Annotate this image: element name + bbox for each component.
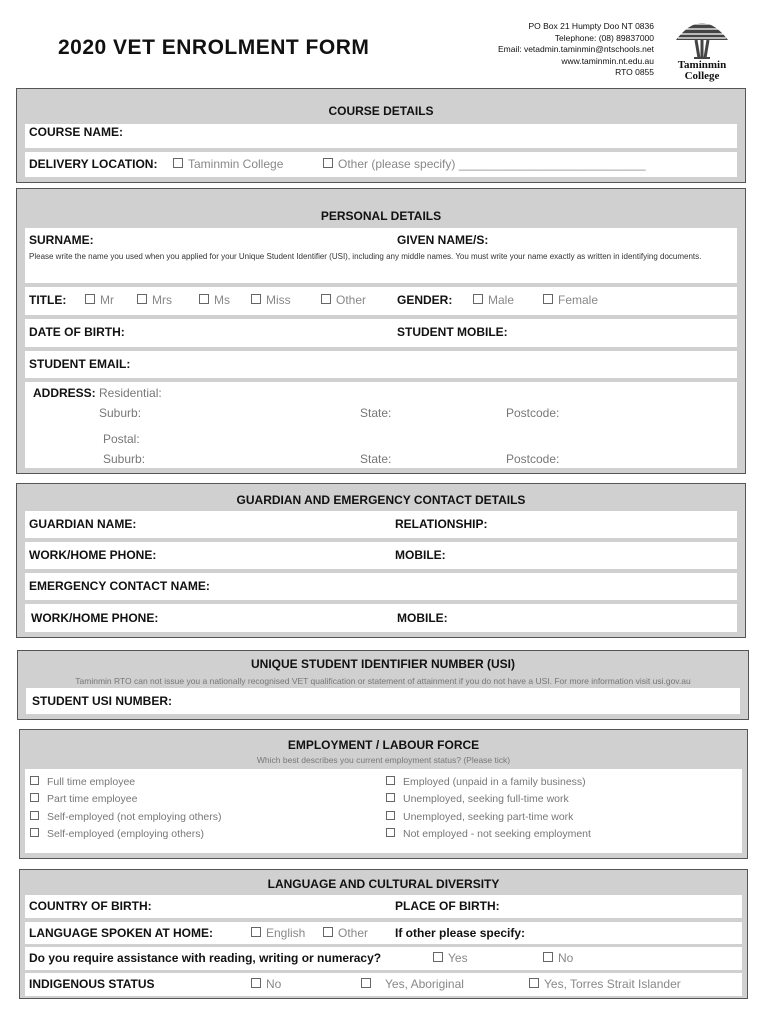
contact-website: www.taminmin.nt.edu.au — [561, 55, 654, 66]
logo-text-line-2: College — [684, 70, 720, 82]
employment-section — [19, 729, 748, 859]
employment-options — [25, 769, 742, 853]
indigenous-tsi-label: Yes, Torres Strait Islander — [544, 977, 681, 991]
name-instruction-note: Please write the name you used when you applied for your Unique Student Identifier (USI), including any middle names. You must write your name exactly as written in identifying documents. — [29, 252, 702, 261]
delivery-taminmin-label: Taminmin College — [188, 157, 284, 171]
student-email-label: STUDENT EMAIL: — [29, 357, 131, 371]
checkbox-icon[interactable] — [386, 793, 395, 802]
emp-seeking-full-time-option[interactable] — [386, 793, 569, 805]
guardian-name-row[interactable] — [25, 511, 737, 538]
checkbox-icon[interactable] — [137, 294, 147, 304]
country-of-birth-label: COUNTRY OF BIRTH: — [29, 899, 152, 913]
title-mrs-option[interactable] — [137, 293, 172, 307]
checkbox-icon[interactable] — [251, 978, 261, 988]
language-title: LANGUAGE AND CULTURAL DIVERSITY — [267, 877, 500, 891]
personal-details-title: PERSONAL DETAILS — [320, 209, 442, 223]
delivery-other-option[interactable] — [323, 157, 646, 171]
delivery-taminmin-option[interactable] — [173, 157, 283, 171]
title-ms-label: Ms — [214, 293, 230, 307]
title-mr-label: Mr — [100, 293, 114, 307]
checkbox-icon[interactable] — [386, 776, 395, 785]
checkbox-icon[interactable] — [386, 828, 395, 837]
title-other-option[interactable] — [321, 293, 366, 307]
emergency-mobile-label: MOBILE: — [397, 611, 448, 625]
guardian-phone-label: WORK/HOME PHONE: — [29, 548, 157, 562]
checkbox-icon[interactable] — [85, 294, 95, 304]
emp-seeking-part-time-label: Unemployed, seeking part-time work — [403, 811, 574, 823]
checkbox-icon[interactable] — [251, 294, 261, 304]
language-spoken-row — [25, 922, 742, 944]
checkbox-icon[interactable] — [30, 793, 39, 802]
college-logo-text — [662, 60, 742, 82]
usi-number-label: STUDENT USI NUMBER: — [32, 694, 172, 708]
emp-not-seeking-option[interactable] — [386, 828, 591, 840]
postal-postcode-label: Postcode: — [506, 452, 560, 466]
emp-full-time-label: Full time employee — [47, 776, 136, 788]
dob-mobile-row[interactable] — [25, 319, 737, 347]
title-mr-option[interactable] — [85, 293, 114, 307]
title-gender-row — [25, 287, 737, 315]
birth-row[interactable] — [25, 895, 742, 918]
checkbox-icon[interactable] — [323, 158, 333, 168]
assist-no-label: No — [558, 951, 574, 965]
checkbox-icon[interactable] — [30, 828, 39, 837]
place-of-birth-label: PLACE OF BIRTH: — [395, 899, 500, 913]
language-spoken-label: LANGUAGE SPOKEN AT HOME: — [29, 926, 214, 940]
emp-full-time-option[interactable] — [30, 776, 135, 788]
emp-not-seeking-label: Not employed - not seeking employment — [403, 828, 591, 840]
guardian-section — [16, 483, 746, 638]
emp-self-not-employing-label: Self-employed (not employing others) — [47, 811, 222, 823]
course-name-row[interactable] — [25, 124, 737, 148]
address-label: ADDRESS: — [33, 386, 96, 400]
indigenous-aboriginal-label: Yes, Aboriginal — [385, 977, 464, 991]
surname-label: SURNAME: — [29, 233, 94, 247]
guardian-phone-row[interactable] — [25, 542, 737, 569]
assistance-question: Do you require assistance with reading, writing or numeracy? — [29, 951, 382, 965]
checkbox-icon[interactable] — [543, 294, 553, 304]
assist-yes-option[interactable] — [433, 951, 468, 965]
indigenous-aboriginal-option[interactable] — [361, 977, 464, 991]
student-email-row[interactable] — [25, 351, 737, 378]
dob-label: DATE OF BIRTH: — [29, 325, 125, 339]
indigenous-no-option[interactable] — [251, 977, 281, 991]
emp-self-employing-label: Self-employed (employing others) — [47, 828, 204, 840]
checkbox-icon[interactable] — [323, 927, 333, 937]
checkbox-icon[interactable] — [529, 978, 539, 988]
lang-english-label: English — [266, 926, 306, 940]
contact-email: Email: vetadmin.taminmin@ntschools.net — [497, 44, 654, 54]
checkbox-icon[interactable] — [30, 811, 39, 820]
address-block[interactable] — [25, 382, 737, 468]
indigenous-tsi-option[interactable] — [529, 977, 681, 991]
residential-suburb-label: Suburb: — [99, 406, 142, 420]
title-miss-option[interactable] — [251, 293, 291, 307]
checkbox-icon[interactable] — [321, 294, 331, 304]
personal-details-section — [16, 188, 746, 474]
usi-section — [17, 650, 749, 720]
checkbox-icon[interactable] — [473, 294, 483, 304]
title-miss-label: Miss — [266, 293, 291, 307]
emp-unpaid-family-option[interactable] — [386, 776, 586, 788]
form-title: 2020 VET ENROLMENT FORM — [58, 36, 370, 59]
gender-female-option[interactable] — [543, 293, 598, 307]
assist-no-option[interactable] — [543, 951, 573, 965]
employment-subtitle: Which best describes you current employment status? (Please tick) — [256, 755, 511, 765]
emergency-phone-row[interactable] — [25, 604, 737, 632]
delivery-location-row — [25, 152, 737, 177]
course-name-label: COURSE NAME: — [29, 125, 124, 139]
lang-other-option[interactable] — [323, 926, 368, 940]
logo-text-line-1: Taminmin — [677, 59, 727, 71]
gender-label: GENDER: — [397, 293, 453, 307]
emergency-phone-label: WORK/HOME PHONE: — [31, 611, 159, 625]
if-other-specify-label: If other please specify: — [395, 926, 526, 940]
guardian-mobile-label: MOBILE: — [395, 548, 446, 562]
usi-title: UNIQUE STUDENT IDENTIFIER NUMBER (USI) — [251, 657, 515, 671]
emp-part-time-option[interactable] — [30, 793, 137, 805]
emp-self-employing-option[interactable] — [30, 828, 204, 840]
checkbox-icon[interactable] — [433, 952, 443, 962]
contact-po-box: PO Box 21 Humpty Doo NT 0836 — [528, 21, 654, 31]
checkbox-icon[interactable] — [386, 811, 395, 820]
employment-title: EMPLOYMENT / LABOUR FORCE — [287, 738, 480, 752]
residential-postcode-label: Postcode: — [506, 406, 560, 420]
emp-self-not-employing-option[interactable] — [30, 811, 222, 823]
contact-rto: RTO 0855 — [615, 67, 654, 77]
delivery-location-label: DELIVERY LOCATION: — [29, 157, 158, 171]
title-other-label: Other — [336, 293, 367, 307]
emergency-contact-label: EMERGENCY CONTACT NAME: — [29, 579, 210, 593]
contact-telephone: Telephone: (08) 89837000 — [554, 32, 654, 43]
title-ms-option[interactable] — [199, 293, 230, 307]
relationship-label: RELATIONSHIP: — [395, 517, 488, 531]
assist-yes-label: Yes — [448, 951, 468, 965]
guardian-name-label: GUARDIAN NAME: — [29, 517, 137, 531]
gender-male-label: Male — [488, 293, 515, 307]
postal-state-label: State: — [360, 452, 392, 466]
emp-seeking-part-time-option[interactable] — [386, 811, 573, 823]
contact-block — [394, 21, 654, 79]
student-mobile-label: STUDENT MOBILE: — [397, 325, 508, 339]
postal-label: Postal: — [103, 432, 140, 446]
postal-suburb-label: Suburb: — [103, 452, 146, 466]
gender-male-option[interactable] — [473, 293, 514, 307]
name-row[interactable] — [25, 228, 737, 283]
checkbox-icon[interactable] — [30, 776, 39, 785]
title-mrs-label: Mrs — [152, 293, 172, 307]
checkbox-icon[interactable] — [173, 158, 183, 168]
indigenous-no-label: No — [266, 977, 282, 991]
emp-part-time-label: Part time employee — [47, 793, 138, 805]
usi-number-row[interactable] — [26, 688, 740, 714]
emp-unpaid-family-label: Employed (unpaid in a family business) — [403, 776, 586, 788]
delivery-other-label: Other (please specify) ____________________________ — [338, 157, 646, 171]
residential-state-label: State: — [360, 406, 392, 420]
guardian-title: GUARDIAN AND EMERGENCY CONTACT DETAILS — [236, 493, 526, 507]
lang-english-option[interactable] — [251, 926, 305, 940]
emergency-contact-row[interactable] — [25, 573, 737, 600]
checkbox-icon[interactable] — [251, 927, 261, 937]
lang-other-label: Other — [338, 926, 369, 940]
course-details-title: COURSE DETAILS — [328, 104, 434, 118]
gender-female-label: Female — [558, 293, 599, 307]
indigenous-row — [25, 973, 742, 996]
given-name-label: GIVEN NAME/S: — [397, 233, 489, 247]
course-details-section — [16, 88, 746, 183]
usi-note: Taminmin RTO can not issue you a nationally recognised VET qualification or statement of attainment if you do not have a USI. For more information visit usi.gov.au — [75, 676, 691, 686]
checkbox-icon[interactable] — [543, 952, 553, 962]
checkbox-icon[interactable] — [361, 978, 371, 988]
residential-label: Residential: — [99, 386, 162, 400]
language-section — [19, 869, 748, 999]
indigenous-status-label: INDIGENOUS STATUS — [29, 977, 155, 991]
title-label: TITLE: — [29, 293, 67, 307]
checkbox-icon[interactable] — [199, 294, 209, 304]
assistance-row — [25, 947, 742, 970]
emp-seeking-full-time-label: Unemployed, seeking full-time work — [403, 793, 569, 805]
